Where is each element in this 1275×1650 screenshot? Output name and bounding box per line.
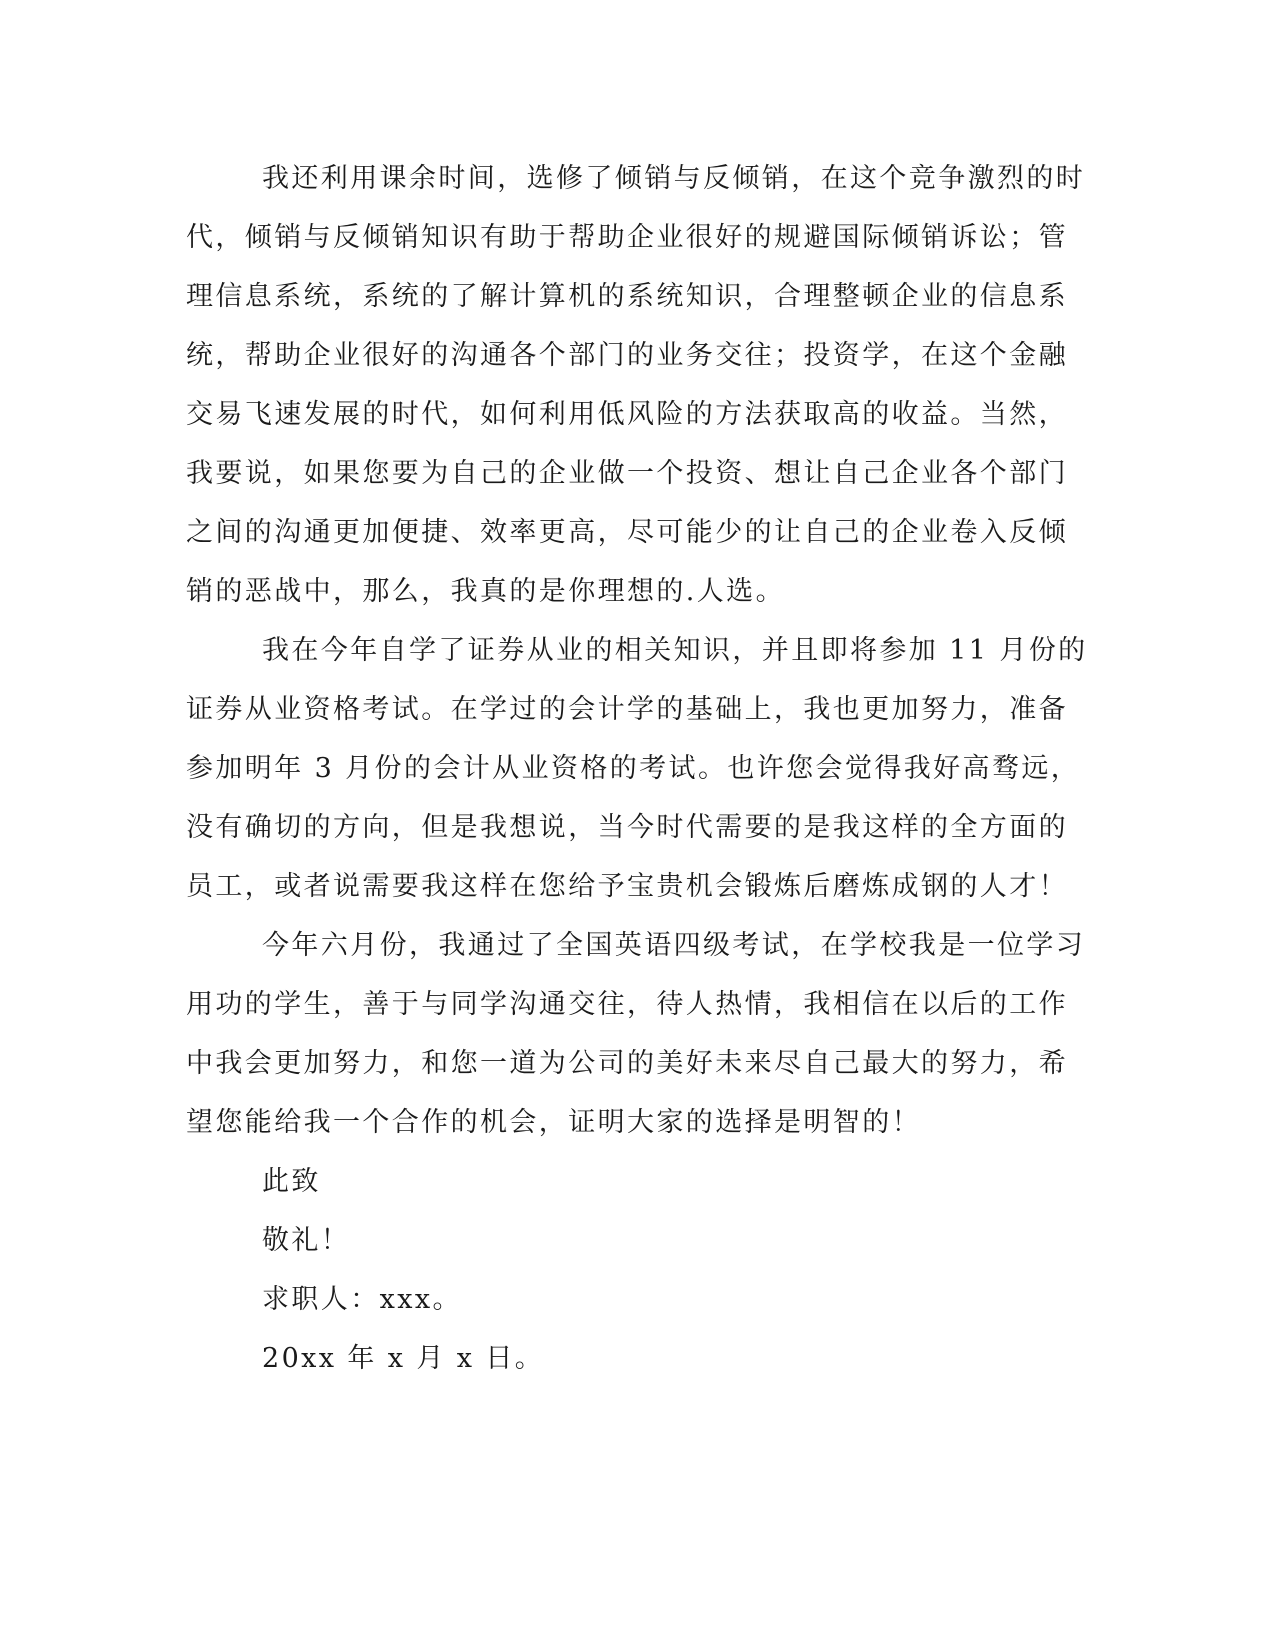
- paragraph-2-line-5: 员工，或者说需要我这样在您给予宝贵机会锻炼后磨炼成钢的人才！: [186, 871, 1068, 902]
- paragraph-1-line-6: 我要说，如果您要为自己的企业做一个投资、想让自己企业各个部门: [186, 458, 1068, 489]
- paragraph-1-line-1: 我还利用课余时间，选修了倾销与反倾销，在这个竞争激烈的时: [262, 163, 1086, 194]
- salutation-text: 敬礼！: [262, 1225, 351, 1256]
- paragraph-1-line-2: 代，倾销与反倾销知识有助于帮助企业很好的规避国际倾销诉讼；管: [186, 222, 1068, 253]
- applicant-signature: 求职人：xxx。: [262, 1284, 462, 1315]
- paragraph-2-line-2: 证券从业资格考试。在学过的会计学的基础上，我也更加努力，准备: [186, 694, 1068, 725]
- paragraph-3-line-3: 中我会更加努力，和您一道为公司的美好未来尽自己最大的努力，希: [186, 1048, 1068, 1079]
- paragraph-1-line-7: 之间的沟通更加便捷、效率更高，尽可能少的让自己的企业卷入反倾: [186, 517, 1068, 548]
- letter-date: 20xx 年 x 月 x 日。: [262, 1343, 545, 1374]
- paragraph-2-line-1: 我在今年自学了证券从业的相关知识，并且即将参加 11 月份的: [262, 635, 1088, 666]
- paragraph-1-line-5: 交易飞速发展的时代，如何利用低风险的方法获取高的收益。当然，: [186, 399, 1068, 430]
- paragraph-1-line-8: 销的恶战中，那么，我真的是你理想的.人选。: [186, 576, 785, 607]
- paragraph-3-line-1: 今年六月份，我通过了全国英语四级考试，在学校我是一位学习: [262, 930, 1086, 961]
- paragraph-1-line-4: 统，帮助企业很好的沟通各个部门的业务交往；投资学，在这个金融: [186, 340, 1068, 371]
- paragraph-2-line-3: 参加明年 3 月份的会计从业资格的考试。也许您会觉得我好高骛远，: [186, 753, 1081, 784]
- paragraph-1-line-3: 理信息系统，系统的了解计算机的系统知识，合理整顿企业的信息系: [186, 281, 1068, 312]
- closing-text: 此致: [262, 1166, 321, 1197]
- paragraph-3-line-4: 望您能给我一个合作的机会，证明大家的选择是明智的！: [186, 1107, 921, 1138]
- paragraph-3-line-2: 用功的学生，善于与同学沟通交往，待人热情，我相信在以后的工作: [186, 989, 1068, 1020]
- paragraph-2-line-4: 没有确切的方向，但是我想说，当今时代需要的是我这样的全方面的: [186, 812, 1068, 843]
